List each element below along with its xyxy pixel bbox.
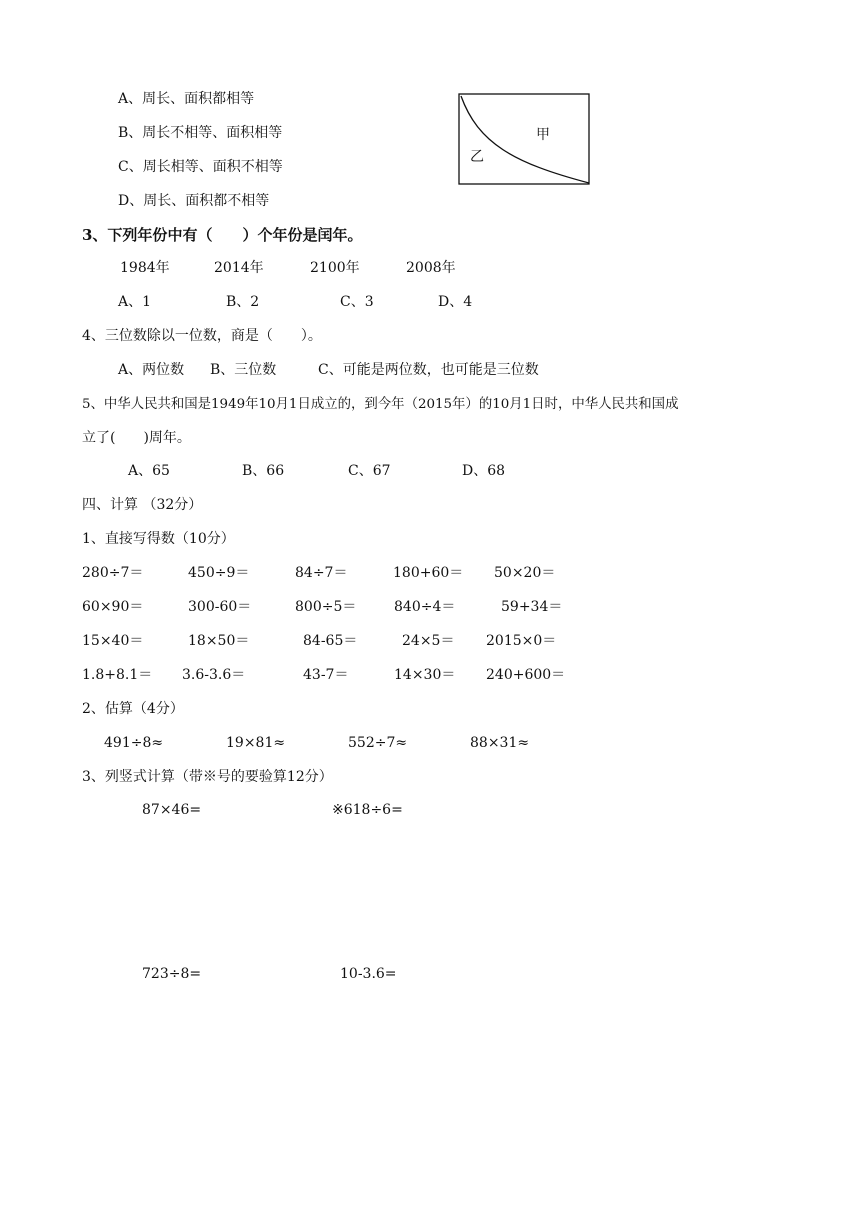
calc-item: 1.8+8.1＝ <box>82 667 153 683</box>
q5-option-c: C、67 <box>348 463 391 479</box>
calc-item: 59+34＝ <box>501 599 563 615</box>
calc-item: 18×50＝ <box>188 633 250 649</box>
q2-option-b: B、周长不相等、面积相等 <box>118 125 283 141</box>
q5-question-line2: 立了( )周年。 <box>82 430 191 446</box>
calc-item: 450÷9＝ <box>188 565 250 581</box>
q3-option-d: D、4 <box>438 294 473 310</box>
vertical-calc-item: 723÷8= <box>142 966 202 982</box>
q3-year-1: 1984年 <box>120 260 170 276</box>
calc-item: 840÷4＝ <box>394 599 456 615</box>
q5-option-d: D、68 <box>462 463 506 479</box>
q3-year-4: 2008年 <box>406 260 456 276</box>
rectangle-curve-figure <box>458 93 590 185</box>
q5-option-b: B、66 <box>242 463 285 479</box>
q4-option-a: A、两位数 <box>118 362 185 378</box>
vertical-calc-item: 87×46= <box>142 802 202 818</box>
calc-item: 24×5＝ <box>402 633 455 649</box>
calc-item: 240+600＝ <box>486 667 566 683</box>
q3-option-c: C、3 <box>340 294 374 310</box>
section4-title: 四、计算 （32分） <box>82 497 203 513</box>
figure-curve <box>461 96 589 183</box>
figure-rectangle <box>459 94 589 184</box>
calc-item: 800÷5＝ <box>295 599 357 615</box>
q2-option-d: D、周长、面积都不相等 <box>118 193 270 209</box>
q5-option-a: A、65 <box>128 463 170 479</box>
calc-item: 280÷7＝ <box>82 565 144 581</box>
calc-item: 180+60＝ <box>393 565 464 581</box>
vertical-calc-item: ※618÷6= <box>332 802 403 818</box>
figure-label-yi: 乙 <box>470 149 484 165</box>
q3-option-a: A、1 <box>118 294 152 310</box>
figure-svg <box>458 93 590 185</box>
part1-title: 1、直接写得数（10分） <box>82 531 235 547</box>
q4-option-b: B、三位数 <box>210 362 277 378</box>
calc-item: 15×40＝ <box>82 633 144 649</box>
figure-label-jia: 甲 <box>536 127 550 143</box>
vertical-calc-item: 10-3.6= <box>340 966 397 982</box>
q2-option-a: A、周长、面积都相等 <box>118 91 255 107</box>
estimate-item: 88×31≈ <box>470 735 530 751</box>
calc-item: 84÷7＝ <box>295 565 348 581</box>
part3-title: 3、列竖式计算（带※号的要验算12分） <box>82 769 333 785</box>
estimate-item: 552÷7≈ <box>348 735 408 751</box>
calc-item: 50×20＝ <box>494 565 556 581</box>
part2-title: 2、估算（4分） <box>82 701 184 717</box>
q4-question: 4、三位数除以一位数，商是（ ）。 <box>82 328 322 344</box>
estimate-item: 19×81≈ <box>226 735 286 751</box>
q3-year-3: 2100年 <box>310 260 360 276</box>
calc-item: 60×90＝ <box>82 599 144 615</box>
q5-question-line1: 5、中华人民共和国是1949年10月1日成立的，到今年（2015年）的10月1日时，中华人民共和国成 <box>82 397 679 412</box>
calc-item: 14×30＝ <box>394 667 456 683</box>
calc-item: 43-7＝ <box>303 667 349 683</box>
calc-item: 300-60＝ <box>188 599 252 615</box>
q3-question: 3、下列年份中有（ ）个年份是闰年。 <box>82 226 363 244</box>
q2-option-c: C、周长相等、面积不相等 <box>118 159 283 175</box>
calc-item: 84-65＝ <box>303 633 358 649</box>
q4-option-c: C、可能是两位数，也可能是三位数 <box>318 362 539 378</box>
calc-item: 3.6-3.6＝ <box>182 667 246 683</box>
q3-year-2: 2014年 <box>214 260 264 276</box>
q3-option-b: B、2 <box>226 294 260 310</box>
calc-item: 2015×0＝ <box>486 633 557 649</box>
estimate-item: 491÷8≈ <box>104 735 164 751</box>
